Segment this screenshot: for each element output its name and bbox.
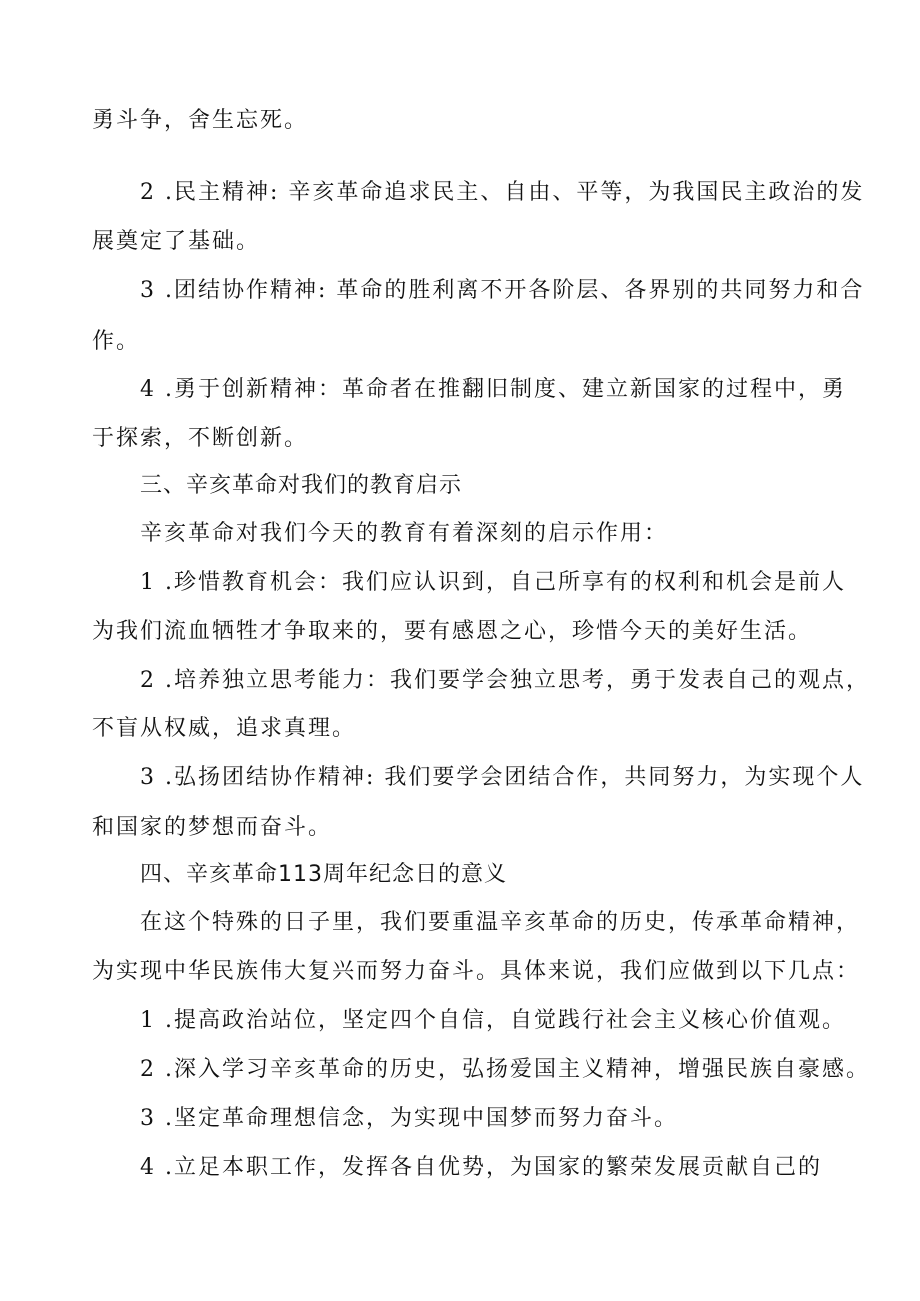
list-item-line: 2 .培养独立思考能力：我们要学会独立思考，勇于发表自己的观点， (140, 668, 870, 693)
paragraph-line: 在这个特殊的日子里，我们要重温辛亥革命的历史，传承革命精神， (140, 910, 861, 935)
paragraph-line: 不盲从权威，追求真理。 (92, 716, 357, 741)
list-item-line: 2 .民主精神: 辛亥革命追求民主、自由、平等，为我国民主政治的发 (140, 180, 865, 205)
paragraph-line: 勇斗争，舍生忘死。 (92, 108, 309, 133)
list-item-line: 3 .弘扬团结协作精神: 我们要学会团结合作，共同努力，为实现个人 (140, 765, 865, 790)
section-heading: 四、辛亥革命113周年纪念日的意义 (140, 862, 507, 887)
section-heading: 三、辛亥革命对我们的教育启示 (140, 473, 463, 498)
paragraph-line: 和国家的梦想而奋斗。 (92, 815, 333, 840)
list-item-line: 3 .团结协作精神: 革命的胜利离不开各阶层、各界别的共同努力和合 (140, 278, 865, 303)
paragraph-line: 为我们流血牺牲才争取来的，要有感恩之心，珍惜今天的美好生活。 (92, 619, 813, 644)
paragraph-line: 于探索，不断创新。 (92, 426, 309, 451)
paragraph-line: 作。 (92, 329, 141, 354)
paragraph-line: 辛亥革命对我们今天的教育有着深刻的启示作用： (140, 521, 669, 546)
list-item-line: 1 .提高政治站位，坚定四个自信，自觉践行社会主义核心价值观。 (140, 1008, 846, 1033)
paragraph-line: 展奠定了基础。 (92, 229, 261, 254)
list-item-line: 4 .立足本职工作，发挥各自优势，为国家的繁荣发展贡献自己的 (140, 1155, 822, 1180)
paragraph-line: 为实现中华民族伟大复兴而努力奋斗。具体来说，我们应做到以下几点： (92, 959, 861, 984)
list-item-line: 1 .珍惜教育机会：我们应认识到，自己所享有的权利和机会是前人 (140, 570, 846, 595)
list-item-line: 2 .深入学习辛亥革命的历史，弘扬爱国主义精神，增强民族自豪感。 (140, 1057, 870, 1082)
list-item-line: 4 .勇于创新精神：革命者在推翻旧制度、建立新国家的过程中，勇 (140, 377, 846, 402)
list-item-line: 3 .坚定革命理想信念，为实现中国梦而努力奋斗。 (140, 1106, 678, 1131)
